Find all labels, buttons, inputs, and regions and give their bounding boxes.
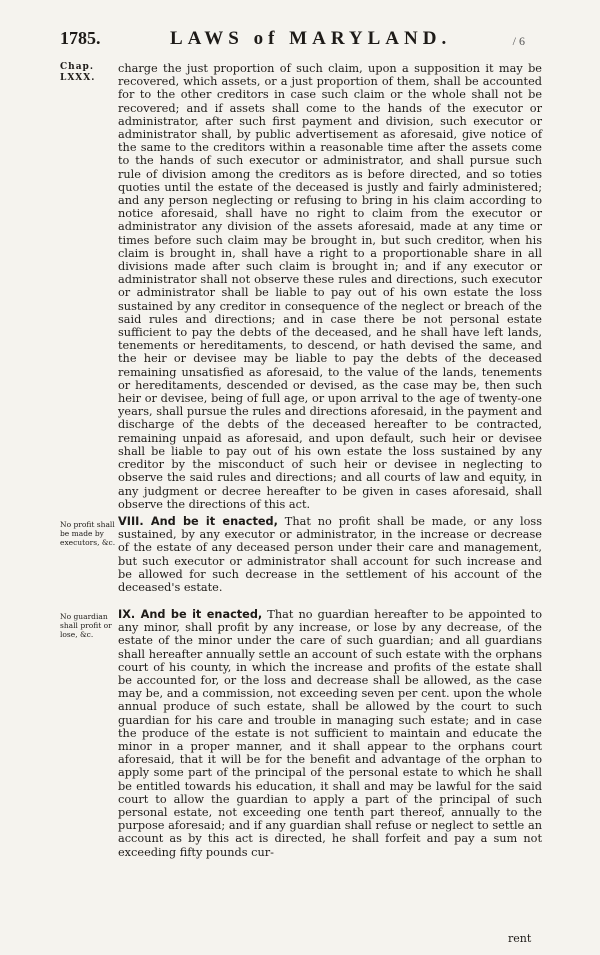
chapter-word: Chap. (60, 62, 94, 72)
section-8-paragraph (118, 515, 542, 594)
section-9 (118, 608, 542, 859)
page-header (60, 28, 535, 50)
running-title: LAWS of MARYLAND. (170, 28, 452, 49)
margin-note-section-9: No guardian shall profit or lose, &c. (60, 612, 112, 639)
paragraph-continued (118, 62, 542, 511)
section-9-lead: IX. And be it enacted, (118, 608, 263, 621)
section-8 (118, 515, 542, 594)
section-8-lead: VIII. And be it enacted, (118, 515, 278, 528)
chapter-number: LXXX. (60, 73, 96, 83)
section-9-paragraph (118, 608, 542, 859)
section-9-text: That no guardian hereafter to be appointed to any minor, shall profit by any increase, or lose by any decrease, of the estate of the minor under the care of such guardian; and all guardians shall hereafter annually settle an account of such estate with the orphans court of his county, in which the increase and profits of the estate shall be accounted for, or the loss and decrease shall be allowed, as the case may be, and a commission, not exceeding seven per cent. upon the whole annual produce of such estate, shall be allowed by the court to such guardian for his care and trouble in managing such estate; and in case the produce of the estate is not sufficient to maintain and educate the minor in a proper manner, and it shall appear to the orphans court aforesaid, that it will be for the benefit and advantage of the orphan to apply some part of the principal of the personal estate to which he shall be entitled towards his education, it shall and may be lawful for the said court to allow the guardian to apply a part of the principal of such personal estate, not exceeding one tenth part thereof, annually to the purpose aforesaid; and if any guardian shall refuse or neglect to settle an account as by this act is directed, he shall forfeit and pay a sum not exceeding fifty pounds cur- (118, 608, 542, 859)
section-8-text: That no profit shall be made, or any loss sustained, by any executor or administrator, in the increase or decrease of the estate of any deceased person under their care and management, but such executor or administrator shall account for such increase and be allowed for such decrease in the settlement of his account of the deceased's estate. (118, 515, 542, 595)
page-corner-mark: / 6 (512, 34, 525, 48)
margin-note-section-8: No profit shall be made by executors, &c. (60, 520, 116, 547)
page-year: 1785. (60, 28, 101, 48)
catchword: rent (508, 932, 532, 945)
paragraph-text: charge the just proportion of such claim, upon a supposition it may be recovered, which assets, or a just proportion of them, shall be accounted for to the other creditors in case such claim or the whole shall not be recovered; and if assets shall come to the hands of the executor or administrator, after such first payment and division, such executor or administrator shall, by public advertisement as aforesaid, give notice of the same to the creditors within a reasonable time after the assets come to the hands of such executor or administrator, and shall pursue such rule of division among the creditors as is before directed, and so toties quoties until the estate of the deceased is justly and fairly administered; and any person neglecting or refusing to bring in his claim according to notice aforesaid, shall have no right to claim from the executor or administrator any division of the assets aforesaid, made at any time or times before such claim may be brought in, but such creditor, when his claim is brought in, shall have a right to a proportionable share in all divisions made after such claim is brought in; and if any executor or administrator shall not observe these rules and directions, such executor or administrator shall be liable to pay out of his own estate the loss sustained by any creditor in consequence of the neglect or breach of the said rules and directions; and in case there be not personal estate sufficient to pay the debts of the deceased, and he shall have left lands, tenements or hereditaments, to descend, or hath devised the same, and the heir or devisee may be liable to pay the debts of the deceased remaining unsatisfied as aforesaid, to the value of the lands, tenements or hereditaments, descended or devised, as the case may be, then such heir or devisee, being of full age, or upon arrival to the age of twenty-one years, shall pursue the rules and directions aforesaid, in the payment and discharge of the debts of the deceased hereafter to be contracted, remaining unpaid as aforesaid, and upon default, such heir or devisee shall be liable to pay out of his own estate the loss sustained by any creditor by the misconduct of such heir or devisee in neglecting to observe the said rules and directions; and all courts of law and equity, in any judgment or decree hereafter to be given in cases aforesaid, shall observe the directions of this act. (118, 62, 542, 511)
chapter-label (60, 62, 108, 84)
